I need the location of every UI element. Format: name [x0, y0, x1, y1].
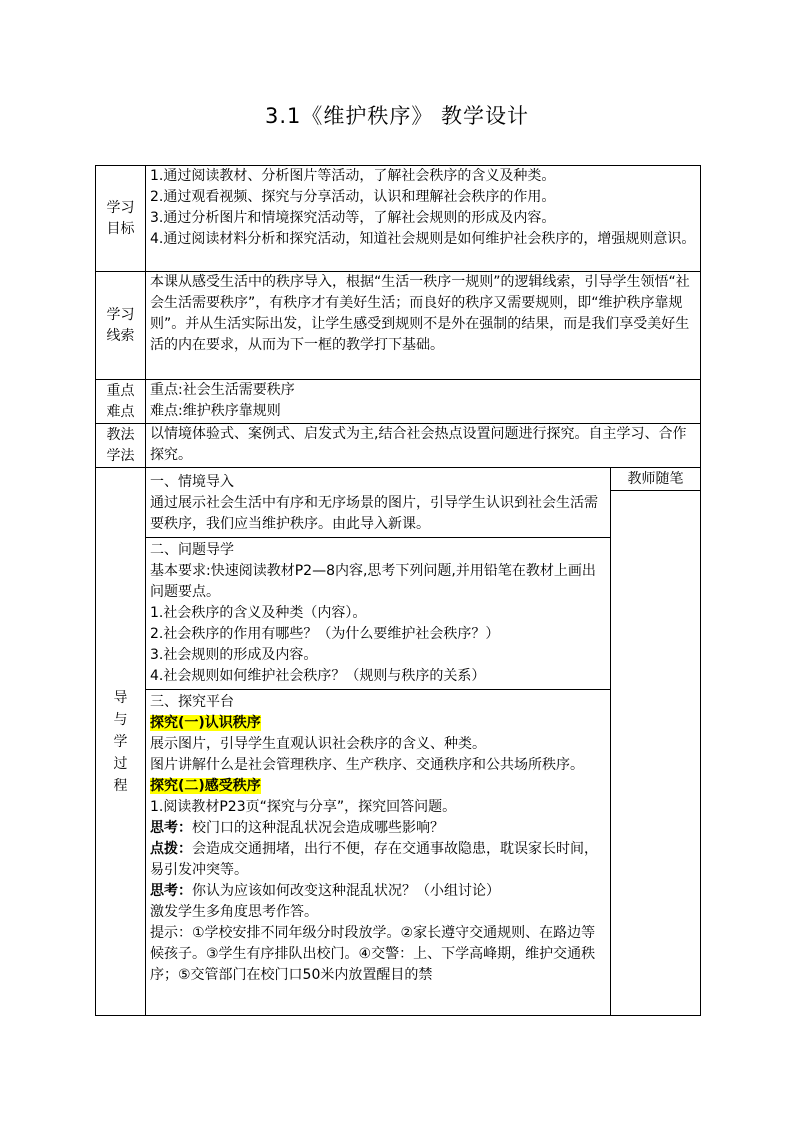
keypoints-row [96, 380, 701, 424]
hint-text: 会造成交通拥堵，出行不便，存在交通事故隐患，耽误家长时间，易引发冲突等。 [150, 841, 598, 878]
section-heading: 三、探究平台 [150, 694, 234, 710]
think-label: 思考： [150, 820, 192, 836]
objective-item: 4.通过阅读材料分析和探究活动，知道社会规则是如何维护社会秩序的，增强规则意识。 [150, 231, 696, 247]
question-item: 3.社会规则的形成及内容。 [150, 647, 318, 663]
section-intro [146, 468, 610, 538]
clue-label: 学习 线索 [96, 272, 146, 380]
think-label: 思考： [150, 883, 192, 899]
explore-text: 激发学生多角度思考作答。 [150, 904, 318, 920]
think-text: 你认为应该如何改变这种混乱状况？（小组讨论） [192, 883, 500, 899]
objective-item: 1.通过阅读教材、分析图片等活动，了解社会秩序的含义及种类。 [150, 168, 556, 184]
objectives-content [146, 166, 701, 272]
tip-text: 提示：①学校安排不同年级分时段放学。②家长遵守交通规则、在路边等候孩子。③学生有序排队出校门。④交警：上、下学高峰期，维护交通秩序；⑤交管部门在校门口50米内放置醒目的禁 [150, 925, 596, 983]
objectives-row [96, 166, 701, 272]
clue-row [96, 272, 701, 380]
objective-item: 3.通过分析图片和情境探究活动等，了解社会规则的形成及内容。 [150, 210, 556, 226]
explore-text: 展示图片，引导学生直观认识社会秩序的含义、种类。 [150, 736, 486, 752]
keypoints-label: 重点 难点 [96, 380, 146, 424]
process-row [96, 468, 701, 1016]
teacher-notes-column [611, 468, 701, 1016]
methods-content: 以情境体验式、案例式、启发式为主,结合社会热点设置问题进行探究。自主学习、合作探究。 [146, 424, 701, 468]
process-label: 导 与 学 过 程 [96, 468, 146, 1016]
keypoint-item: 重点:社会生活需要秩序 [150, 382, 295, 398]
question-item: 4.社会规则如何维护社会秩序？（规则与秩序的关系） [150, 668, 486, 684]
question-item: 2.社会秩序的作用有哪些？（为什么要维护社会秩序？） [150, 626, 500, 642]
explore-text: 图片讲解什么是社会管理秩序、生产秩序、交通秩序和公共场所秩序。 [150, 757, 584, 773]
objective-item: 2.通过观看视频、探究与分享活动，认识和理解社会秩序的作用。 [150, 189, 556, 205]
methods-label: 教法 学法 [96, 424, 146, 468]
explore-text: 1.阅读教材P23页“探究与分享”，探究回答问题。 [150, 799, 457, 815]
objectives-label: 学习 目标 [96, 166, 146, 272]
difficulty-item: 难点:维护秩序靠规则 [150, 403, 281, 419]
explore-title: 探究(二)感受秩序 [150, 778, 261, 794]
clue-content: 本课从感受生活中的秩序导入，根据“生活一秩序一规则”的逻辑线索，引导学生领悟“社会生活需要秩序”，有秩序才有美好生活；而良好的秩序又需要规则，即“维护秩序靠规则”。并从生活实际出发，让学生感受到规则不是外在强制的结果，而是我们享受美好生活的内在要求，从而为下一框的教学打下基础。 [146, 272, 701, 380]
section-text: 基本要求:快速阅读教材P2—8内容,思考下列问题,并用铅笔在教材上画出问题要点。 [150, 563, 596, 600]
methods-row [96, 424, 701, 468]
keypoints-content [146, 380, 701, 424]
hint-label: 点拨： [150, 841, 192, 857]
lesson-plan-table [95, 165, 701, 1016]
process-content [146, 468, 611, 1016]
section-heading: 一、情境导入 [150, 474, 234, 490]
page-title: 3.1《维护秩序》 教学设计 [264, 104, 530, 128]
section-explore [146, 690, 610, 988]
section-text: 通过展示社会生活中有序和无序场景的图片，引导学生认识到社会生活需要秩序，我们应当维护秩序。由此导入新课。 [150, 495, 598, 532]
section-heading: 二、问题导学 [150, 542, 234, 558]
think-text: 校门口的这种混乱状况会造成哪些影响？ [192, 820, 444, 836]
teacher-notes-header: 教师随笔 [611, 468, 700, 491]
section-questions [146, 538, 610, 690]
question-item: 1.社会秩序的含义及种类（内容）。 [150, 605, 367, 621]
explore-title: 探究(一)认识秩序 [150, 715, 261, 731]
